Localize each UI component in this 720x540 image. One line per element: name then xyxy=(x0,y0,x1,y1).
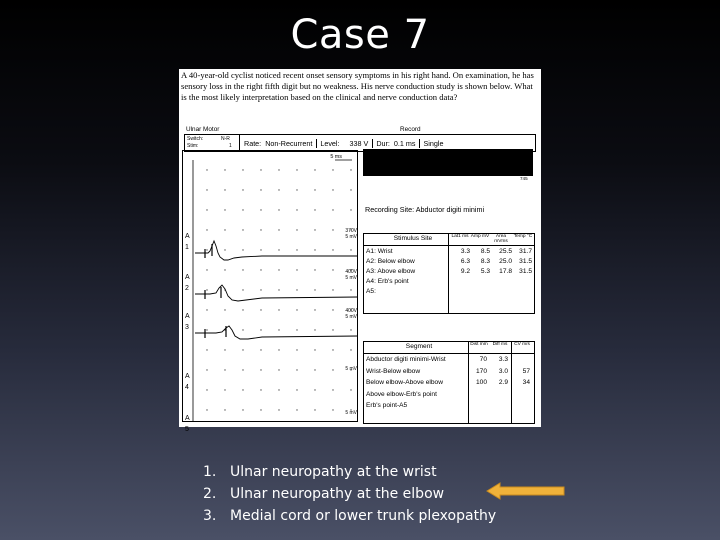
segment-value-cell: 170 xyxy=(475,367,487,375)
trace-gain-top: 400V xyxy=(345,308,357,314)
dur-label: Dur: xyxy=(372,139,390,148)
stimulus-table-row xyxy=(364,278,534,287)
stimulus-value-cell: 31.7 xyxy=(519,248,532,255)
stimulus-table xyxy=(363,233,535,314)
stimulus-value-cell: 5.3 xyxy=(480,268,490,275)
trace-gain-top: 400V xyxy=(345,269,357,275)
answer-number: 2. xyxy=(203,486,217,502)
segment-value-cell: 34 xyxy=(522,379,530,386)
stimulus-site-cell: A5: xyxy=(366,288,376,295)
trace-number: 4 xyxy=(185,384,189,391)
stimulus-site-cell: A1: Wrist xyxy=(366,248,393,255)
segment-name-cell: Abductor digiti minimi-Wrist xyxy=(366,356,446,363)
rate-value: Non-Recurrent xyxy=(265,138,313,148)
answer-item[interactable] xyxy=(203,483,496,505)
page-number: 745 xyxy=(520,176,528,181)
stimulus-col-site: Stimulus Site xyxy=(393,235,433,242)
nerve-conduction-figure xyxy=(179,69,541,433)
trace-letter: A xyxy=(185,274,190,281)
stimulus-table-row xyxy=(364,248,534,257)
answer-number: 1. xyxy=(203,464,217,480)
answer-text: Ulnar neuropathy at the wrist xyxy=(230,464,437,480)
slide-title: Case 7 xyxy=(290,12,430,58)
segment-table-header xyxy=(364,342,534,354)
segment-value-cell: 100 xyxy=(475,379,487,386)
level-label: Level: xyxy=(316,139,339,148)
stim-value: 1 xyxy=(229,143,232,149)
segment-col-dist: Dist mm xyxy=(470,342,488,347)
trace-number: 5 xyxy=(185,426,189,433)
stimulus-table-header xyxy=(364,234,534,246)
stimulus-table-row xyxy=(364,288,534,297)
stimulus-value-cell: 31.5 xyxy=(519,268,532,275)
stimulus-value-cell: 17.8 xyxy=(499,268,512,275)
sweep-label: 5 ms xyxy=(330,154,342,160)
rate-label: Rate: xyxy=(244,138,262,148)
stimulus-value-cell: 25.5 xyxy=(499,248,512,255)
stimulus-value-cell: 9.2 xyxy=(460,268,470,275)
trace-number: 3 xyxy=(185,324,189,331)
segment-name-cell: Above elbow-Erb's point xyxy=(366,390,437,398)
redacted-box xyxy=(363,149,533,176)
segment-name-cell: Wrist-Below elbow xyxy=(366,367,421,375)
answer-text: Medial cord or lower trunk plexopathy xyxy=(230,508,497,524)
trace-gain-bottom: 5 mV xyxy=(345,366,357,372)
stimulus-value-cell: 3.3 xyxy=(460,248,470,255)
segment-col-cv: CV m/s xyxy=(514,342,530,347)
stimulus-col-amp: Amp mV xyxy=(470,234,490,239)
segment-table-row xyxy=(364,402,534,411)
answer-item[interactable] xyxy=(203,505,496,527)
stimulus-site-cell: A3: Above elbow xyxy=(366,268,416,275)
answer-number: 3. xyxy=(203,508,217,524)
trace-labels xyxy=(185,228,358,433)
trace-3-line xyxy=(195,326,358,339)
stimulus-col-lat: Lat1 ms xyxy=(451,234,469,239)
stimulus-table-row xyxy=(364,258,534,267)
stimulus-col-area: Area mVms xyxy=(494,234,508,244)
answer-text: Ulnar neuropathy at the elbow xyxy=(230,486,445,502)
stimulus-col-temp: Temp °C xyxy=(513,234,533,239)
stimulus-site-cell: A2: Below elbow xyxy=(366,258,415,265)
trace-gain-top: 370V xyxy=(345,228,357,234)
switch-box xyxy=(185,135,240,151)
segment-value-cell: 57 xyxy=(522,367,530,375)
ncs-panel xyxy=(182,126,534,433)
segment-table-row xyxy=(364,368,534,377)
ncs-study-title: Ulnar Motor xyxy=(186,126,220,133)
question-text: A 40-year-old cyclist noticed recent onset sensory symptoms in his right hand. On examination, he has sensory loss in the right fifth digit but no weakness. His nerve conduction study is shown below. What is the most likely interpretation based on the clinical and nerve conduction data? xyxy=(181,70,534,102)
trace-gain-bottom: 5 mV xyxy=(345,410,357,416)
segment-value-cell: 70 xyxy=(479,356,487,363)
segment-value-cell: 2.9 xyxy=(498,379,508,386)
left-arrow-icon xyxy=(486,482,565,500)
dur-value: 0.1 ms xyxy=(393,138,416,148)
trace-gain-bottom: 5 mV xyxy=(345,234,357,240)
trace-gain-bottom: 5 mV xyxy=(345,275,357,281)
level-value: 338 V xyxy=(349,138,369,148)
trace-letter: A xyxy=(185,233,190,240)
stimulus-value-cell: 31.5 xyxy=(519,258,532,265)
segment-col-name: Segment xyxy=(405,343,433,350)
trace-number: 2 xyxy=(185,285,189,292)
record-label: Record xyxy=(400,126,421,133)
stimulus-value-cell: 6.3 xyxy=(460,258,470,265)
segment-table-row xyxy=(364,391,534,400)
segment-table-row xyxy=(364,379,534,388)
switch-value: N-R xyxy=(221,136,230,142)
recording-site: Recording Site: Abductor digiti minimi xyxy=(365,205,485,214)
segment-value-cell: 3.3 xyxy=(498,356,508,363)
stimulus-value-cell: 8.3 xyxy=(480,258,490,265)
segment-table xyxy=(363,341,535,424)
trace-letter: A xyxy=(185,415,190,422)
trace-gain-bottom: 5 mV xyxy=(345,314,357,320)
trace-number: 1 xyxy=(185,244,189,251)
mode-value: Single xyxy=(419,139,443,148)
segment-name-cell: Erb's point-A5 xyxy=(366,402,408,409)
stimulus-value-cell: 25.0 xyxy=(499,258,512,265)
trace-2-line xyxy=(195,285,358,301)
stim-label: Stim: xyxy=(187,143,199,149)
segment-value-cell: 3.0 xyxy=(498,367,508,375)
trace-1-line xyxy=(195,241,358,260)
segment-table-row xyxy=(364,356,534,365)
waveform-panel xyxy=(182,150,358,433)
grid-dots xyxy=(206,169,351,410)
switch-label: Switch: xyxy=(187,136,204,142)
trace-letter: A xyxy=(185,373,190,380)
stimulus-value-cell: 8.5 xyxy=(480,248,490,255)
answer-list xyxy=(203,461,496,527)
trace-letter: A xyxy=(185,313,190,320)
segment-col-diff: Diff ms xyxy=(492,342,508,347)
answer-item[interactable] xyxy=(203,461,496,483)
segment-name-cell: Below elbow-Above elbow xyxy=(366,379,443,386)
stimulus-table-row xyxy=(364,268,534,277)
stimulus-site-cell: A4: Erb's point xyxy=(366,278,409,285)
